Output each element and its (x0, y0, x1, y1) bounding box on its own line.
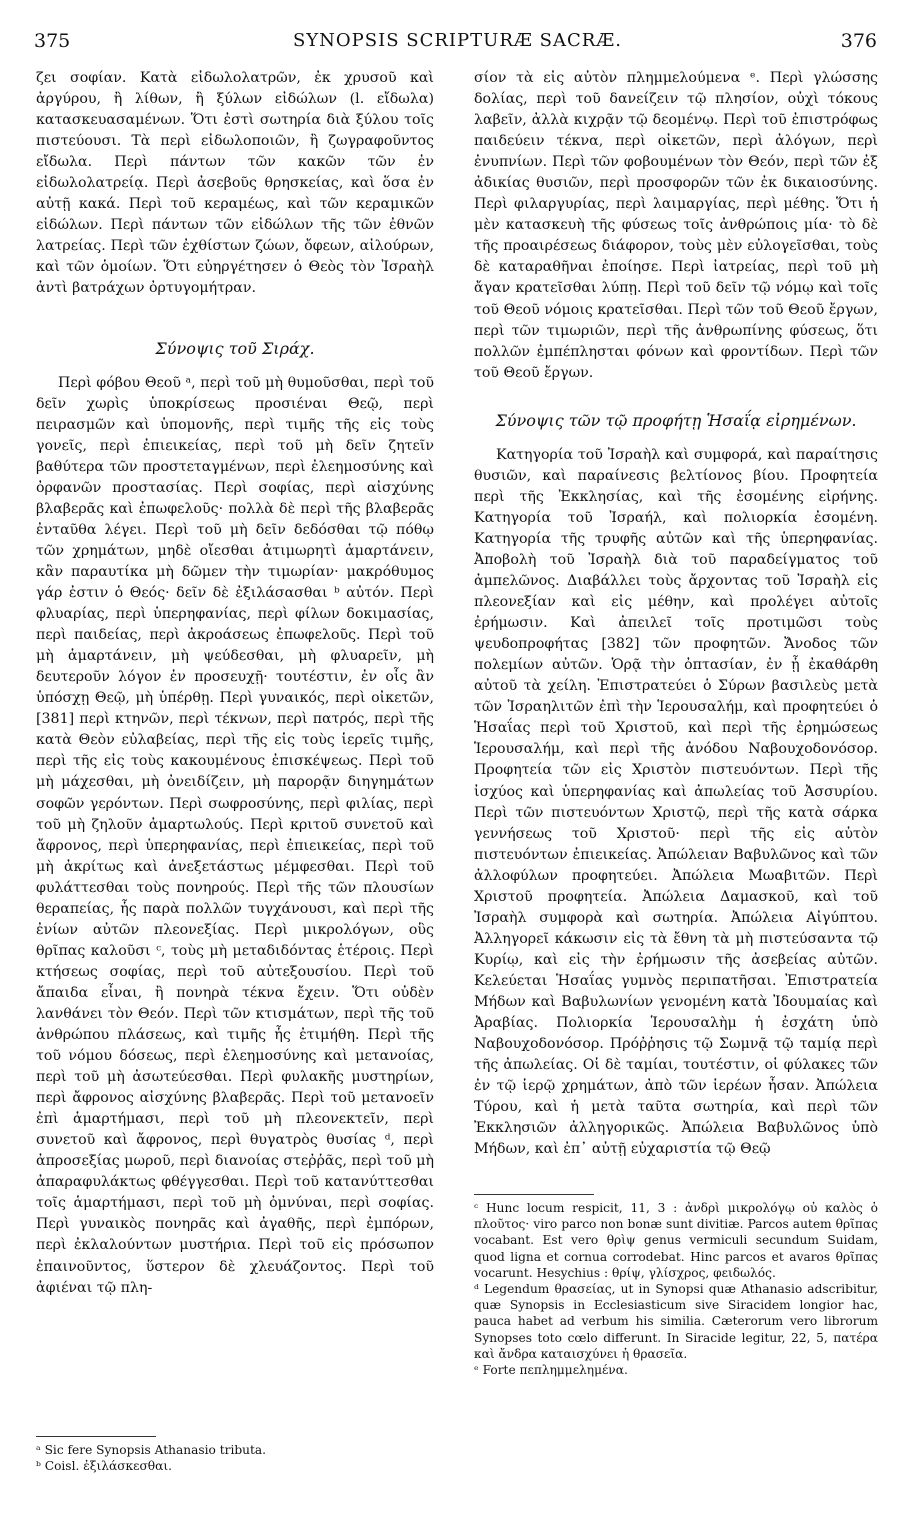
section-heading-sirach: Σύνοψις τοῦ Σιράχ. (155, 338, 315, 358)
footnote-d: ᵈ Legendum θρασείας, ut in Synopsi quæ Athanasio adscribitur, quæ Synopsis in Ecclesiasticum sive Siracidem longior hac, pauca habet ad verbum his similia. Cæterorum vero librorum Synopses toto cœlo differunt. In Siracide legitur, 22, 5, πατέρα καὶ ἄνδρα καταισχύνει ἡ θρασεῖα. (474, 1282, 878, 1361)
footnote-e: ᵉ Forte πεπλημμελημένα. (474, 1363, 628, 1378)
footnotes-right (474, 1200, 878, 1378)
section-heading-isaiah: Σύνοψις τῶν τῷ προφήτῃ Ἡσαΐᾳ εἰρημένων. (495, 410, 857, 430)
page-number-left: 375 (34, 30, 71, 52)
left-paragraph-sirach: Περὶ φόβου Θεοῦ ᵃ, περὶ τοῦ μὴ θυμοῦσθαι, περὶ τοῦ δεῖν χωρὶς ὑποκρίσεως προσιέναι Θεῷ, περὶ πειρασμῶν καὶ ὑπομονῆς, περὶ τιμῆς τῆς εἰς τοὺς γονεῖς, περὶ ἐπιεικείας, περὶ τοῦ μὴ δεῖν ζητεῖν βαθύτερα τῶν προστεταγμένων, περὶ ἐλεημοσύνης καὶ ὀρφανῶν προστασίας. Περὶ σοφίας, περὶ αἰσχύνης βλαβερᾶς καὶ ἐπωφελοῦς· πολλὰ δὲ περὶ τῆς βλαβερᾶς ἐνταῦθα λέγει. Περὶ τοῦ μὴ δεῖν δεδόσθαι τῷ πόθῳ τῶν χρημάτων, μηδὲ οἴεσθαι ἀτιμωρητὶ ἁμαρτάνειν, κἂν παραυτίκα μὴ δῶμεν τὴν τιμωρίαν· μακρόθυμος γάρ ἐστιν ὁ Θεός· δεῖν δὲ ἐξιλάσασθαι ᵇ αὐτόν. Περὶ φλυαρίας, περὶ ὑπερηφανίας, περὶ φίλων δοκιμασίας, περὶ παιδείας, περὶ ἀκροάσεως ἐπωφελοῦς. Περὶ τοῦ μὴ ἁμαρτάνειν, μὴ ψεύδεσθαι, μὴ φλυαρεῖν, μὴ δευτεροῦν λόγον ἐν προσευχῇ· τουτέστιν, ἐν οἷς ἂν ὑπόσχῃ Θεῷ, μὴ ὑπέρθῃ. Περὶ γυναικός, περὶ οἰκετῶν, [381] περὶ κτηνῶν, περὶ τέκνων, περὶ πατρός, περὶ τῆς κατὰ Θεὸν εὐλαβείας, περὶ τῆς εἰς τοὺς ἱερεῖς τιμῆς, περὶ τῆς εἰς τοὺς κακουμένους ἐπισκέψεως. Περὶ τοῦ μὴ μάχεσθαι, μὴ ὀνειδίζειν, μὴ παρορᾷν διηγημάτων σοφῶν γερόντων. Περὶ σωφροσύνης, περὶ φιλίας, περὶ τοῦ μὴ ζηλοῦν ἁμαρτωλούς. Περὶ κριτοῦ συνετοῦ καὶ ἄφρονος, περὶ ὑπερηφανίας, περὶ ἐπιεικείας, περὶ τοῦ μὴ ἀκρίτως καὶ ἀνεξετάστως μέμφεσθαι. Περὶ τοῦ φυλάττεσθαι τοὺς πονηρούς. Περὶ τῆς τῶν πλουσίων θεραπείας, ἧς παρὰ πολλῶν τυγχάνουσι, καὶ περὶ τῆς ἐνίων αὐτῶν πλεονεξίας. Περὶ μικρολόγων, οὓς θρῖπας καλοῦσι ᶜ, τοὺς μὴ μεταδιδόντας ἑτέροις. Περὶ κτήσεως σοφίας, περὶ τοῦ αὐτεξουσίου. Περὶ τοῦ ἄπαιδα εἶναι, ἢ πονηρὰ τέκνα ἔχειν. Ὅτι οὐδὲν λανθάνει τὸν Θεόν. Περὶ τῶν κτισμάτων, περὶ τῆς τοῦ ἀνθρώπου πλάσεως, καὶ τιμῆς ἧς ἐτιμήθη. Περὶ τῆς τοῦ νόμου δόσεως, περὶ ἐλεημοσύνης καὶ μετανοίας, περὶ τοῦ μὴ ἀσωτεύεσθαι. Περὶ φυλακῆς μυστηρίων, περὶ ἄφρονος αἰσχύνης βλαβερᾶς. Περὶ τοῦ μετανοεῖν ἐπὶ ἁμαρτήμασι, περὶ τοῦ μὴ πλεονεκτεῖν, περὶ συνετοῦ καὶ ἄφρονος, περὶ θυγατρὸς θυσίας ᵈ, περὶ ἀπροσεξίας μωροῦ, περὶ διανοίας στεῤῥᾶς, περὶ τοῦ μὴ ἀπαραφυλάκτως φθέγγεσθαι. Περὶ τοῦ κατανύττεσθαι τοῖς ἁμαρτήμασι, περὶ τοῦ μὴ ὀμνύναι, περὶ σοφίας. Περὶ γυναικὸς πονηρᾶς καὶ ἀγαθῆς, περὶ ἐμπόρων, περὶ ἐκλαλούντων μυστήρια. Περὶ τοῦ εἰς πρόσωπον ἐπαινοῦντος, ὕστερον δὲ χλευάζοντος. Περὶ τοῦ ἀφιέναι τῷ πλη- (36, 374, 434, 1296)
page-number-right: 376 (840, 30, 877, 52)
right-column (474, 68, 878, 1160)
footnotes-left (36, 1442, 434, 1474)
left-column (36, 68, 434, 1299)
right-paragraph-continued: σίον τὰ εἰς αὐτὸν πλημμελούμενα ᵉ. Περὶ γλώσσης δολίας, περὶ τοῦ δανείζειν τῷ πλησίον, οὐχὶ τόκους λαβεῖν, ἀλλὰ κιχρᾷν τῷ δεομένῳ. Περὶ τοῦ ἐπιστρόφως παιδεύειν τέκνα, περὶ οἰκετῶν, περὶ ἀλόγων, περὶ ἐνυπνίων. Περὶ τῶν φοβουμένων τὸν Θεόν, περὶ τῶν ἐξ ἀδικίας θυσιῶν, περὶ προσφορῶν τῶν ἐκ δικαιοσύνης. Περὶ φιλαργυρίας, περὶ λαιμαργίας, περὶ μέθης. Ὅτι ἡ μὲν κατασκευὴ τῆς φύσεως τοῖς ἀνθρώποις μία· τὸ δὲ τῆς προαιρέσεως διάφορον, τοὺς μὲν εὐλογεῖσθαι, τοὺς δὲ καταραθῆναι ἐποίησε. Περὶ ἰατρείας, περὶ τοῦ μὴ ἄγαν κρατεῖσθαι λύπῃ. Περὶ τοῦ δεῖν τῷ νόμῳ καὶ τοῖς τοῦ Θεοῦ νόμοις κρατεῖσθαι. Περὶ τῶν τοῦ Θεοῦ ἔργων, περὶ τῶν τιμωριῶν, περὶ τῆς ἀνθρωπίνης φύσεως, ὅτι πολλῶν ἐμπέπλησται φόνων καὶ φροντίδων. Περὶ τῶν τοῦ Θεοῦ ἔργων. (474, 70, 878, 381)
footnote-rule-right (474, 1194, 594, 1195)
right-paragraph-isaiah: Κατηγορία τοῦ Ἰσραὴλ καὶ συμφορά, καὶ παραίτησις θυσιῶν, καὶ παραίνεσις βελτίονος βίου. Προφητεία περὶ τῆς Ἐκκλησίας, καὶ τῆς ἐσομένης εἰρήνης. Κατηγορία τοῦ Ἰσραήλ, καὶ πολιορκία ἐσομένη. Κατηγορία τῆς τρυφῆς αὐτῶν καὶ τῆς ὑπερηφανίας. Ἀποβολὴ τοῦ Ἰσραὴλ διὰ τοῦ παραδείγματος τοῦ ἀμπελῶνος. Διαβάλλει τοὺς ἄρχοντας τοῦ Ἰσραὴλ εἰς πλεονεξίαν καὶ εἰς μέθην, καὶ προλέγει αὐτοῖς ἐρήμωσιν. Καὶ ἀπειλεῖ τοῖς προτιμῶσι τοὺς ψευδοπροφήτας [382] τῶν προφητῶν. Ἄνοδος τῶν πολεμίων αὐτῶν. Ὁρᾷ τὴν ὀπτασίαν, ἐν ᾗ ἐκαθάρθη αὐτοῦ τὰ χείλη. Ἐπιστρατεύει ὁ Σύρων βασιλεὺς μετὰ τῶν Ἰσραηλιτῶν ἐπὶ τὴν Ἱερουσαλήμ, καὶ προφητεύει ὁ Ἡσαΐας περὶ τοῦ Χριστοῦ, καὶ περὶ τῆς ἐρημώσεως Ἱερουσαλήμ, καὶ περὶ τῆς ἀνόδου Ναβουχοδονόσορ. Προφητεία τῶν εἰς Χριστὸν πιστευόντων. Περὶ τῆς ἰσχύος καὶ ὑπερηφανίας καὶ ἀπωλείας τοῦ Ἀσσυρίου. Περὶ τῶν πιστευόντων Χριστῷ, περὶ τῆς κατὰ σάρκα γεννήσεως τοῦ Χριστοῦ· περὶ τῆς εἰς αὐτὸν πιστευόντων ἐπιεικείας. Ἀπώλειαν Βαβυλῶνος καὶ τῶν ἀλλοφύλων προφητεύει. Ἀπώλεια Μωαβιτῶν. Περὶ Χριστοῦ προφητεία. Ἀπώλεια Δαμασκοῦ, καὶ τοῦ Ἰσραὴλ συμφορὰ καὶ σωτηρία. Ἀπώλεια Αἰγύπτου. Ἀλληγορεῖ κάκωσιν εἰς τὰ ἔθνη τὰ μὴ πιστεύσαντα τῷ Κυρίῳ, καὶ εἰς τὴν ἐρήμωσιν τῆς ἀσεβείας αὐτῶν. Κελεύεται Ἡσαΐας γυμνὸς περιπατῆσαι. Ἐπιστρατεία Μήδων καὶ Βαβυλωνίων γενομένη κατὰ Ἰδουμαίας καὶ Ἀραβίας. Πολιορκία Ἱερουσαλὴμ ἡ ἐσχάτη ὑπὸ Ναβουχοδονόσορ. Πρόῤῥησις τῷ Σωμνᾷ τῷ ταμίᾳ περὶ τῆς ἀπωλείας. Οἱ δὲ ταμίαι, τουτέστιν, οἱ φύλακες τῶν ἐν τῷ ἱερῷ χρημάτων, ἀπὸ τῶν ἱερέων ἦσαν. Ἀπώλεια Τύρου, καὶ ἡ μετὰ ταῦτα σωτηρία, καὶ περὶ τῶν Ἐκκλησιῶν ἀλληγορικῶς. Ἀπώλεια Βαβυλῶνος ὑπὸ Μήδων, καὶ ἐπ᾽ αὐτῇ εὐχαριστία τῷ Θεῷ (474, 446, 878, 1158)
running-title: SYNOPSIS SCRIPTURÆ SACRÆ. (292, 30, 623, 51)
footnote-b: ᵇ Coisl. ἐξιλάσκεσθαι. (36, 1459, 172, 1474)
footnote-c: ᶜ Hunc locum respicit, 11, 3 : ἀνδρὶ μικρολόγῳ οὐ καλὸς ὁ πλοῦτος· viro parco non bonæ sunt divitiæ. Parcos autem θρῖπας vocabant. Est vero θρὶψ genus vermiculi secundum Suidam, quod ligna et cornua corrodebat. Hinc parcos et avaros θρῖπας vocarunt. Hesychius : θρίψ, γλίσχρος, φειδωλός. (474, 1201, 878, 1280)
footnote-rule-left (36, 1436, 156, 1437)
left-paragraph-continued: ζει σοφίαν. Κατὰ εἰδωλολατρῶν, ἐκ χρυσοῦ καὶ ἀργύρου, ἢ λίθων, ἢ ξύλων εἰδώλων (l. εἴδωλα) κατασκευασαμένων. Ὅτι ἐστὶ σωτηρία διὰ ξύλου τοῖς πιστεύουσι. Τὰ περὶ εἰδωλοποιῶν, ἢ ζωγραφοῦντος εἴδωλα. Περὶ πάντων τῶν κακῶν τῶν ἐν εἰδωλολατρείᾳ. Περὶ ἀσεβοῦς θρησκείας, καὶ ὅσα ἐν αὐτῇ κακά. Περὶ τοῦ κεραμέως, καὶ τῶν κεραμικῶν εἰδώλων. Περὶ πάντων τῶν εἰδώλων τῆς τῶν ἐθνῶν λατρείας. Περὶ τῶν ἐχθίστων ζώων, ὄφεων, αἰλούρων, καὶ τῶν ὁμοίων. Ὅτι εὐηργέτησεν ὁ Θεὸς τὸν Ἰσραὴλ ἀντὶ βατράχων ὀρτυγομήτραν. (36, 70, 434, 297)
footnote-a: ᵃ Sic fere Synopsis Athanasio tributa. (36, 1443, 267, 1457)
